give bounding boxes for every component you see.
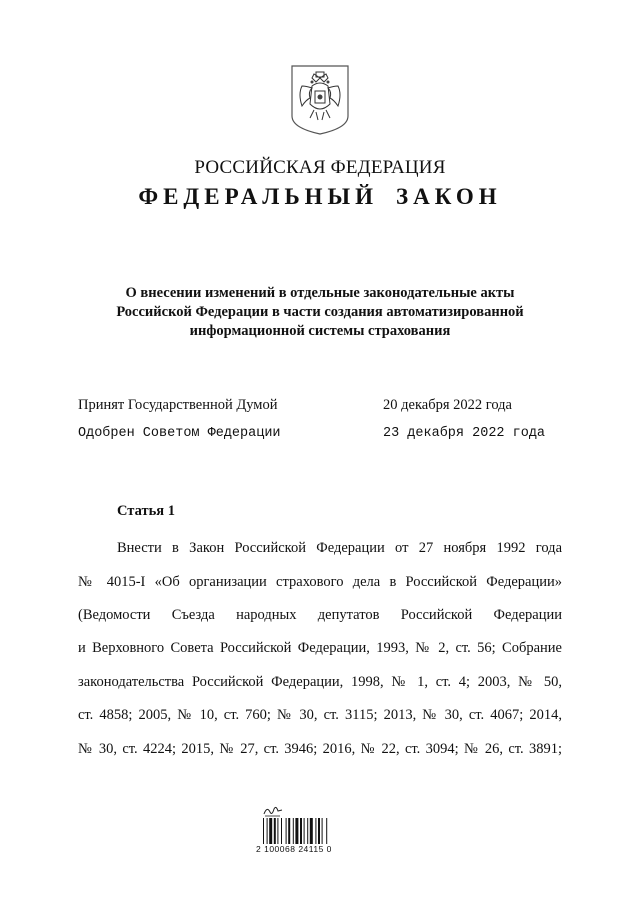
barcode-icon — [262, 818, 358, 844]
document-type-word-1: ФЕДЕРАЛЬНЫЙ — [138, 184, 379, 209]
article-text-line: законодательства Российской Федерации, 1998, № 1, ст. 4; 2003, № 50, — [78, 674, 562, 690]
adopted-by-duma-label: Принят Государственной Думой — [78, 397, 278, 413]
article-text-line: ст. 4858; 2005, № 10, ст. 760; № 30, ст. 3115; 2013, № 30, ст. 4067; 2014, — [78, 707, 562, 723]
article-text-line: (Ведомости Съезда народных депутатов Российской Федерации — [78, 607, 562, 623]
law-title-line: О внесении изменений в отдельные законодательные акты — [125, 285, 515, 301]
document-type — [0, 184, 640, 210]
law-title — [90, 284, 550, 341]
barcode-number: 2 100068 24115 0 — [256, 844, 332, 854]
law-title-line: Российской Федерации в части создания автоматизированной — [116, 304, 524, 320]
coat-of-arms-icon — [288, 64, 352, 136]
country-name: РОССИЙСКАЯ ФЕДЕРАЦИЯ — [194, 157, 446, 178]
approved-by-council-label: Одобрен Советом Федерации — [78, 426, 281, 441]
article-text-line: Внести в Закон Российской Федерации от 27 ноября 1992 года — [117, 540, 562, 556]
signature-mark-icon — [262, 804, 284, 818]
article-heading: Статья 1 — [117, 503, 175, 519]
document-type-word-2: ЗАКОН — [396, 184, 502, 209]
article-text-line: № 30, ст. 4224; 2015, № 27, ст. 3946; 2016, № 22, ст. 3094; № 26, ст. 3891; — [78, 741, 562, 757]
approved-by-council-date: 23 декабря 2022 года — [383, 426, 546, 441]
article-text-line: № 4015-I «Об организации страхового дела в Российской Федерации» — [78, 574, 562, 590]
adopted-by-duma-date: 20 декабря 2022 года — [383, 397, 512, 413]
law-title-line: информационной системы страхования — [189, 323, 451, 339]
article-text-line: и Верховного Совета Российской Федерации, 1993, № 2, ст. 56; Собрание — [78, 640, 562, 656]
